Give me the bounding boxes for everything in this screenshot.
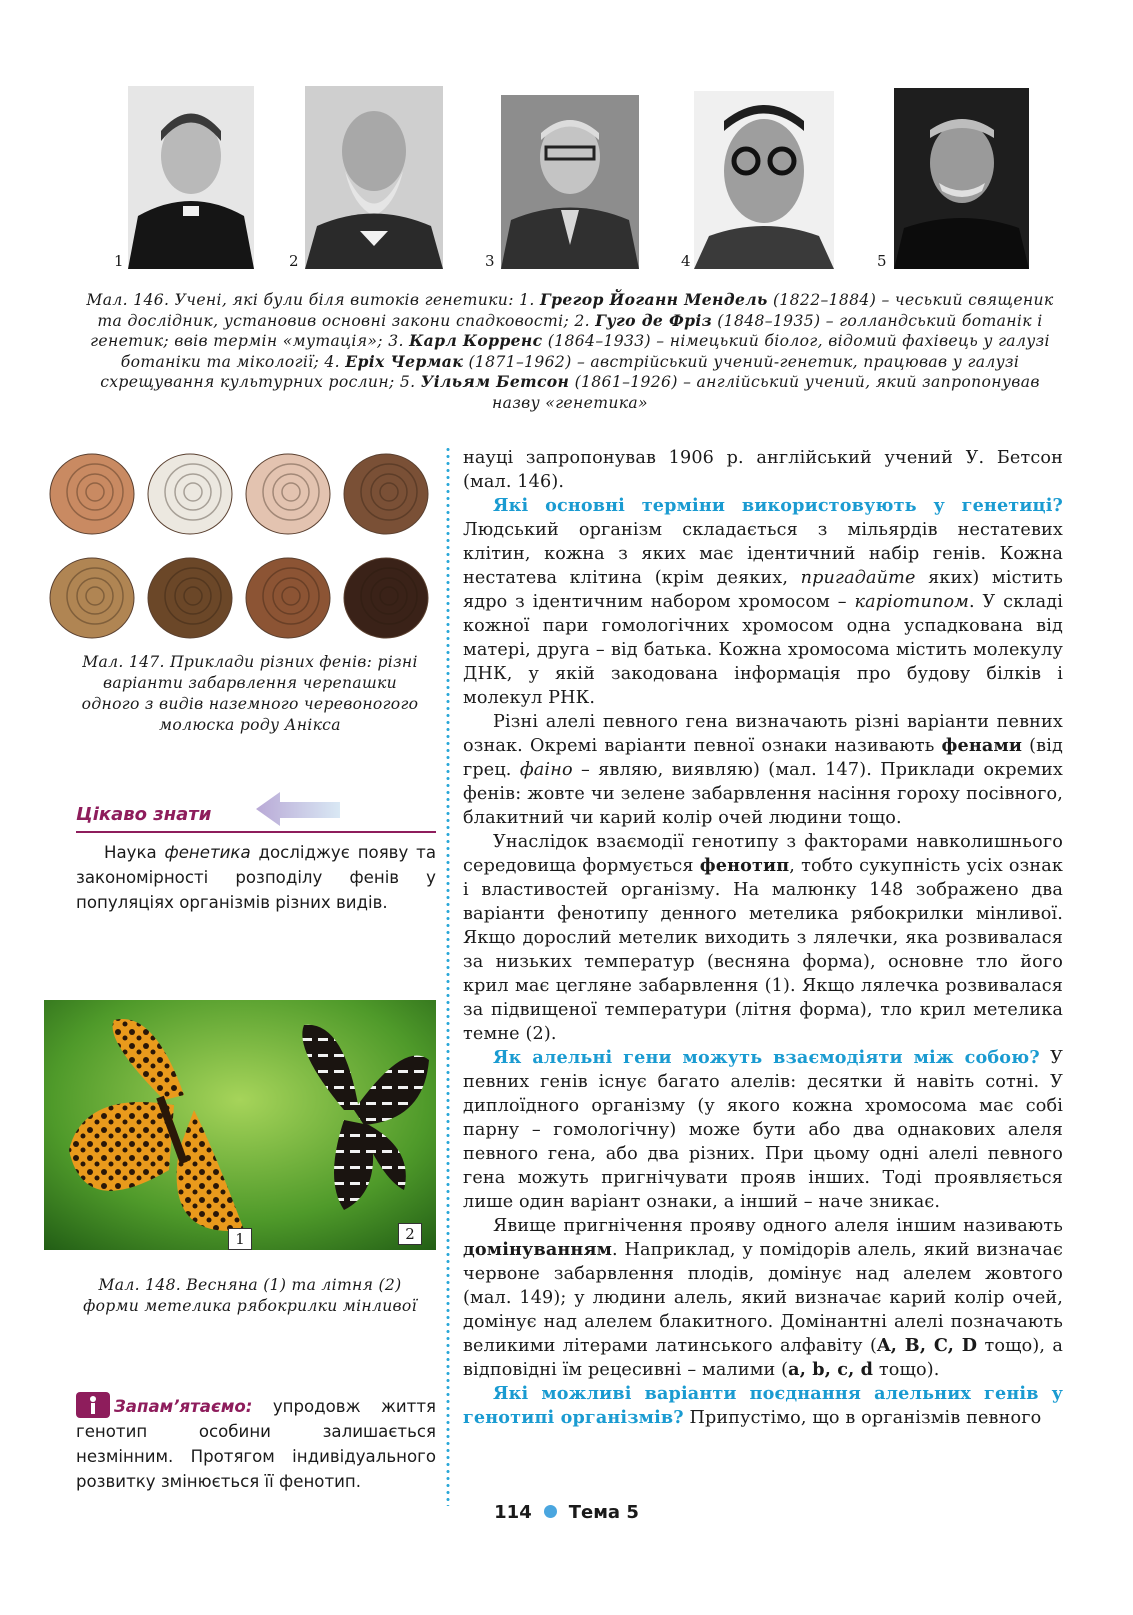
main-text-column xyxy=(463,446,1063,1430)
snail-shell-icon xyxy=(246,454,330,534)
snail-shell-icon xyxy=(246,558,330,638)
paragraph: Різні алелі певного гена визначають різні варіанти певних ознак. Окремі варіанти певної ознаки називають фенами (від грец. фаіно – являю, виявляю) (мал. 147). Приклади окремих фенів: жовте чи зелене забарвлення насіння гороху посівного, блакитний чи карий колір очей людини тощо. xyxy=(463,712,1063,828)
snail-shell-icon xyxy=(148,558,232,638)
portrait-number: 2 xyxy=(289,252,299,270)
portrait-mendel xyxy=(128,86,254,269)
remember-text: упродовж життя генотип особини залишається незмінним. Протягом індивідуального розвитку змінюється її фенотип. xyxy=(76,1397,436,1491)
portrait-tschermak xyxy=(694,91,834,269)
snail-shells-figure xyxy=(44,446,436,646)
topic-label: Тема 5 xyxy=(568,1502,639,1523)
section-question: Які можливі варіанти поєднання алельних генів у генотипі організмів? xyxy=(463,1383,1063,1428)
snail-shell-icon xyxy=(344,454,428,534)
snail-shell-icon xyxy=(50,558,134,638)
paragraph: Які основні терміни використовують у генетиці? Людський організм складається з мільярдів нестатевих клітин, кожна з яких має ідентичний набір генів. Кожна нестатева клітина (крім деяких, пригадайте яких) містить ядро з ідентичним набором хромосом – каріотипом. У складі кожної пари гомологічних хромосом одна успадкована від матері, друга – від батька. Кожна хромосома містить молекулу ДНК, у якій закодована інформація про будову білків і молекул РНК. xyxy=(463,495,1063,708)
snail-shell-icon xyxy=(148,454,232,534)
page-footer xyxy=(0,1502,1133,1523)
portrait-correns xyxy=(501,95,639,269)
portrait-number: 5 xyxy=(877,252,887,270)
paragraph: Унаслідок взаємодії генотипу з факторами навколишнього середовища формується фенотип, тобто сукупність усіх ознак і властивостей організму. На малюнку 148 зображено два варіанти фенотипу денного метелика рябокрилки мінливої. Якщо дорослий метелик виходить з лялечки, яка розвивалася за низьких температур (весняна форма), основне тло його крил має цегляне забарвлення (1). Якщо лялечка розвивалася за підвищеної температури (літня форма), тло крил метелика темне (2). xyxy=(463,832,1063,1044)
remember-icon xyxy=(76,1392,110,1418)
interesting-box-divider xyxy=(76,831,436,833)
figure-148-label-1: 1 xyxy=(228,1228,252,1250)
snail-shell-icon xyxy=(50,454,134,534)
remember-label: Запам’ятаємо: xyxy=(114,1397,253,1416)
arrow-icon xyxy=(252,790,344,828)
portrait-number: 1 xyxy=(114,252,124,270)
portrait-number: 4 xyxy=(681,252,691,270)
portrait-number: 3 xyxy=(485,252,495,270)
section-question: Які основні терміни використовують у генетиці? xyxy=(493,495,1063,516)
figure-146-caption: Мал. 146. Учені, які були біля витоків генетики: 1. Грегор Йоганн Мендель (1822–1884) – чеський священик та дослідник, установив основні закони спадковості; 2. Гуго де Фріз (1848–1935) – голландський ботанік і генетик; ввів термін «мутація»; 3. Карл Корренс (1864–1933) – німецький біолог, відомий фахівець у галузі ботаніки та мікології; 4. Еріх Чермак (1871–1962) – австрійський учений-генетик, працював у галузі схрещування культурних рослин; 5. Уільям Бетсон (1861–1926) – англійський учений, який запропонував назву «генетика» xyxy=(86,290,1054,412)
portrait-bateson xyxy=(894,88,1029,269)
butterfly-figure xyxy=(44,1000,436,1250)
portrait-de-vries xyxy=(305,86,443,269)
snail-shell-icon xyxy=(344,558,428,638)
paragraph: науці запропонував 1906 р. англійський учений У. Бетсон (мал. 146). xyxy=(463,448,1063,492)
paragraph: Які можливі варіанти поєднання алельних генів у генотипі організмів? Припустімо, що в організмів певного xyxy=(463,1383,1063,1428)
interesting-box-text: Наука фенетика досліджує появу та закономірності розподілу фенів у популяціях організмів різних видів. xyxy=(76,843,436,912)
page-number: 114 xyxy=(494,1502,532,1523)
footer-dot-icon xyxy=(544,1505,557,1518)
remember-block xyxy=(76,1392,436,1494)
figure-148-label-2: 2 xyxy=(398,1223,422,1245)
section-question: Як алельні гени можуть взаємодіяти між собою? xyxy=(493,1047,1040,1068)
paragraph: Як алельні гени можуть взаємодіяти між собою? У певних генів існує багато алелів: десятки й навіть сотні. У диплоїдного організму (у якого кожна хромосома має собі парну – гомологічну) може бути або два однакових алеля певного гена, або два різних. При цьому одні алелі певного гена можуть пригнічувати прояв інших. Тоді проявляється лише один варіант ознаки, а інший – наче зникає. xyxy=(463,1047,1063,1212)
interesting-box-title: Цікаво знати xyxy=(76,804,212,825)
figure-147-caption: Мал. 147. Приклади різних фенів: різні варіанти забарвлення черепашки одного з видів наземного черевоногого молюска роду Анікса xyxy=(81,653,419,734)
figure-148-caption: Мал. 148. Весняна (1) та літня (2) форми метелика рябокрилки мінливої xyxy=(83,1276,417,1315)
paragraph: Явище пригнічення прояву одного алеля іншим називають домінуванням. Наприклад, у помідорів алель, який визначає червоне забарвлення плодів, домінує над алелем жовтого (мал. 149); у людини алель, який визначає карий колір очей, домінує над алелем блакитного. Домінантні алелі позначають великими літерами латинського алфавіту (A, B, C, D тощо), а відповідні їм рецесивні – малими (a, b, c, d тощо). xyxy=(463,1216,1063,1380)
column-divider xyxy=(446,446,450,1506)
